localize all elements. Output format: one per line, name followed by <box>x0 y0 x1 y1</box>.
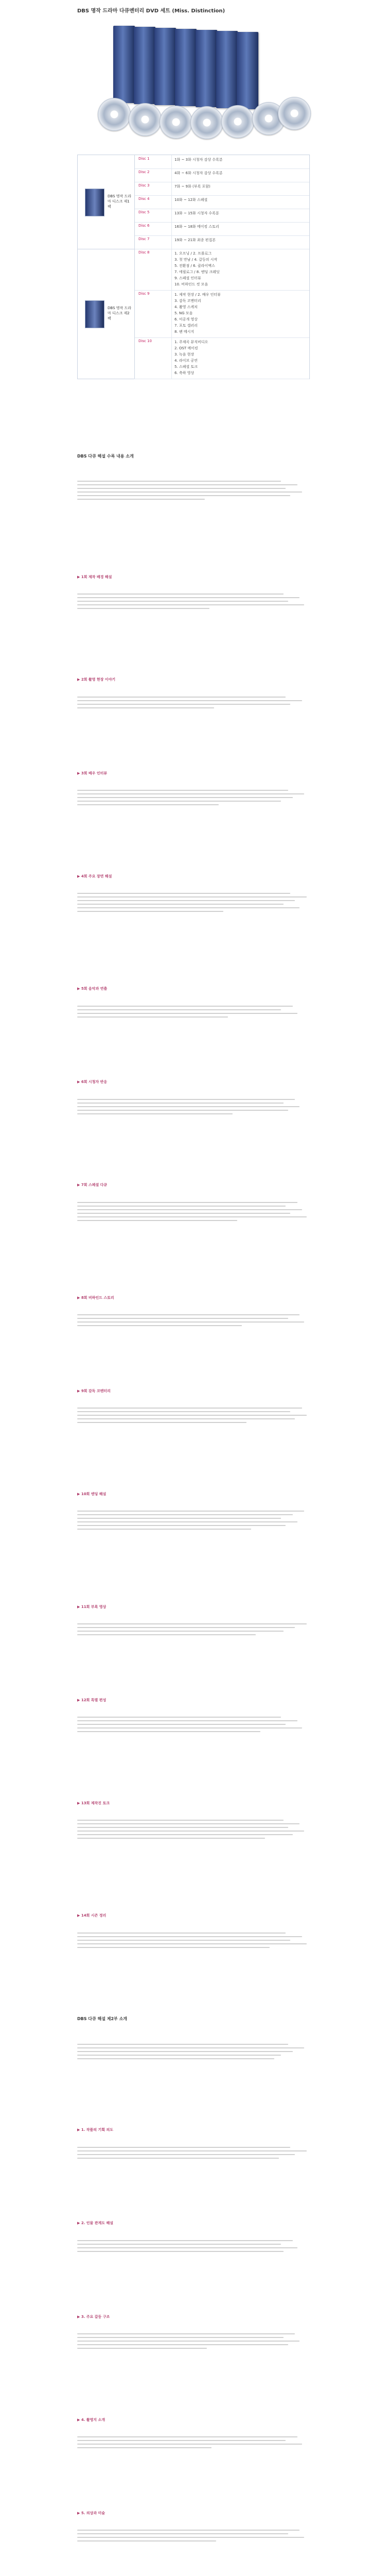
section-subheading: ▶ 4회 주요 장면 해설 <box>77 874 112 878</box>
section-subheading: ▶ 8회 비하인드 스토리 <box>77 1295 114 1300</box>
section-subheading: ▶ 1. 작품의 기획 의도 <box>77 2128 113 2132</box>
disc-track-item: 5. 전환점 / 6. 클라이맥스 <box>174 264 215 268</box>
dvd-case <box>237 32 258 109</box>
disc-row <box>134 290 309 338</box>
pack-cell <box>78 249 135 379</box>
section-paragraph-lines <box>77 1717 309 1735</box>
section-paragraph-lines <box>77 2147 309 2161</box>
dvd-case <box>113 26 135 103</box>
pack-box-image <box>85 189 104 216</box>
section-heading: DBS 다큐 해설 수록 내용 소개 <box>77 454 134 459</box>
disc-track-item: 4화 ~ 6화 시청자 감상 수록분 <box>174 171 223 175</box>
section-paragraph-lines <box>77 481 309 502</box>
disc-row <box>134 182 309 196</box>
section-subheading: ▶ 3. 주요 갈등 구조 <box>77 2314 110 2319</box>
disc-track-item: 4. 촬영 스케치 <box>174 305 198 309</box>
disc-track-item: 9. 스페셜 인터뷰 <box>174 276 201 280</box>
disc-track-item: 10. 비하인드 컷 모음 <box>174 282 208 286</box>
disc-track-item: 1화 ~ 3화 시청자 감상 수록분 <box>174 158 223 162</box>
section-paragraph-lines <box>77 1623 309 1638</box>
disc-row <box>134 235 309 249</box>
disc-track-item: 7. 에필로그 / 8. 엔딩 크레딧 <box>174 270 220 274</box>
section-subheading: ▶ 9회 감독 코멘터리 <box>77 1389 111 1394</box>
section-paragraph-lines <box>77 1202 309 1224</box>
section-subheading: ▶ 2. 인물 관계도 해설 <box>77 2221 113 2226</box>
disc-icon <box>278 97 311 130</box>
disc-track-item: 1. 주제곡 뮤직비디오 <box>174 340 208 344</box>
disc-track-item: 3. 녹음 현장 <box>174 352 195 357</box>
disc-track-item: 7. 포토 갤러리 <box>174 324 198 328</box>
disc-track-item: 2. OST 메이킹 <box>174 346 198 350</box>
disc-track-item: 5. NG 모음 <box>174 311 193 315</box>
disc-label: Disc 10 <box>138 339 152 343</box>
section-subheading: ▶ 12회 특별 편성 <box>77 1698 107 1702</box>
section-paragraph-lines <box>77 2530 309 2544</box>
section-paragraph-lines <box>77 893 309 914</box>
disc-track-item: 13화 ~ 15화 시청자 수록분 <box>174 211 219 215</box>
pack-name: DBS 명작 드라마 디스크 제2팩 <box>108 306 132 320</box>
disc-icon <box>190 106 223 139</box>
disc-track-item: 1. 오프닝 / 2. 프롤로그 <box>174 251 212 256</box>
disc-label: Disc 2 <box>138 170 150 174</box>
disc-row <box>134 249 309 291</box>
section-subheading: ▶ 4. 촬영지 소개 <box>77 2417 106 2422</box>
disc-track-item: 7화 ~ 9화 (부록 포함) <box>174 184 210 189</box>
disc-track-item: 6. 미공개 영상 <box>174 317 198 321</box>
section-subheading: ▶ 3회 배우 인터뷰 <box>77 771 108 775</box>
disc-row <box>134 209 309 223</box>
disc-label: Disc 4 <box>138 197 150 201</box>
section-paragraph-lines <box>77 1408 309 1426</box>
dvd-case <box>216 31 238 108</box>
section-paragraph-lines <box>77 2044 309 2062</box>
disc-icon <box>129 103 162 136</box>
section-subheading: ▶ 10회 엔딩 해설 <box>77 1492 107 1497</box>
disc-row <box>134 195 309 209</box>
disc-row <box>134 337 309 379</box>
disc-icon <box>160 106 192 139</box>
section-paragraph-lines <box>77 2333 309 2351</box>
disc-label: Disc 8 <box>138 250 150 255</box>
pack-cell <box>78 155 135 249</box>
section-paragraph-lines <box>77 790 309 808</box>
dvd-case <box>196 30 217 107</box>
disc-track-item: 16화 ~ 18화 메이킹 스토리 <box>174 225 219 229</box>
section-subheading: ▶ 2회 촬영 현장 이야기 <box>77 677 116 682</box>
disc-track-item: 3. 감독 코멘터리 <box>174 299 201 303</box>
section-subheading: ▶ 13회 제작진 토크 <box>77 1801 110 1805</box>
disc-track-item: 1. 제작 현장 / 2. 배우 인터뷰 <box>174 293 221 297</box>
section-paragraph-lines <box>77 1933 309 1951</box>
disc-icon <box>221 105 254 138</box>
disc-label: Disc 1 <box>138 157 150 161</box>
section-paragraph-lines <box>77 1820 309 1841</box>
section-paragraph-lines <box>77 1511 309 1532</box>
disc-label: Disc 3 <box>138 183 150 188</box>
section-heading: DBS 다큐 해설 제2부 소개 <box>77 2016 128 2022</box>
disc-row <box>134 222 309 236</box>
section-paragraph-lines <box>77 697 309 711</box>
section-paragraph-lines <box>77 1099 309 1117</box>
disc-track-item: 3. 첫 만남 / 4. 갈등의 시작 <box>174 258 218 262</box>
disc-track-item: 6. 축하 영상 <box>174 371 195 375</box>
dvd-case <box>154 28 176 105</box>
disc-contents-table <box>77 155 310 379</box>
section-paragraph-lines <box>77 2240 309 2255</box>
disc-label: Disc 7 <box>138 237 150 241</box>
disc-label: Disc 6 <box>138 224 150 228</box>
dvd-case <box>175 29 197 106</box>
section-paragraph-lines <box>77 1006 309 1020</box>
section-subheading: ▶ 5회 음악과 연출 <box>77 987 108 991</box>
section-subheading: ▶ 14회 시즌 정리 <box>77 1913 107 1918</box>
disc-track-item: 10화 ~ 12화 스페셜 <box>174 198 208 202</box>
section-paragraph-lines <box>77 594 309 612</box>
disc-row <box>134 168 309 182</box>
pack-name: DBS 명작 드라마 디스크 제1팩 <box>108 194 132 209</box>
section-subheading: ▶ 1회 제작 배경 해설 <box>77 574 112 579</box>
disc-icon <box>98 98 131 131</box>
pack-box-image <box>85 300 104 328</box>
disc-track-item: 5. 스페셜 토크 <box>174 365 198 369</box>
section-subheading: ▶ 6회 시청자 반응 <box>77 1080 108 1084</box>
disc-track-item: 19화 ~ 21화 최종 편집본 <box>174 238 216 242</box>
disc-track-item: 8. 팬 메시지 <box>174 330 195 334</box>
disc-track-item: 4. 라이브 공연 <box>174 359 198 363</box>
disc-row <box>134 155 309 169</box>
section-subheading: ▶ 11회 부록 영상 <box>77 1604 107 1609</box>
product-hero-image <box>77 21 309 139</box>
section-paragraph-lines <box>77 2436 309 2451</box>
section-paragraph-lines <box>77 1314 309 1329</box>
disc-label: Disc 9 <box>138 292 150 296</box>
page-title: DBS 명작 드라마 다큐멘터리 DVD 세트 (Miss. Distinction) <box>77 8 225 14</box>
section-subheading: ▶ 5. 의상과 미술 <box>77 2511 106 2515</box>
section-subheading: ▶ 7회 스페셜 다큐 <box>77 1183 108 1188</box>
disc-label: Disc 5 <box>138 210 150 214</box>
dvd-case <box>134 27 155 104</box>
